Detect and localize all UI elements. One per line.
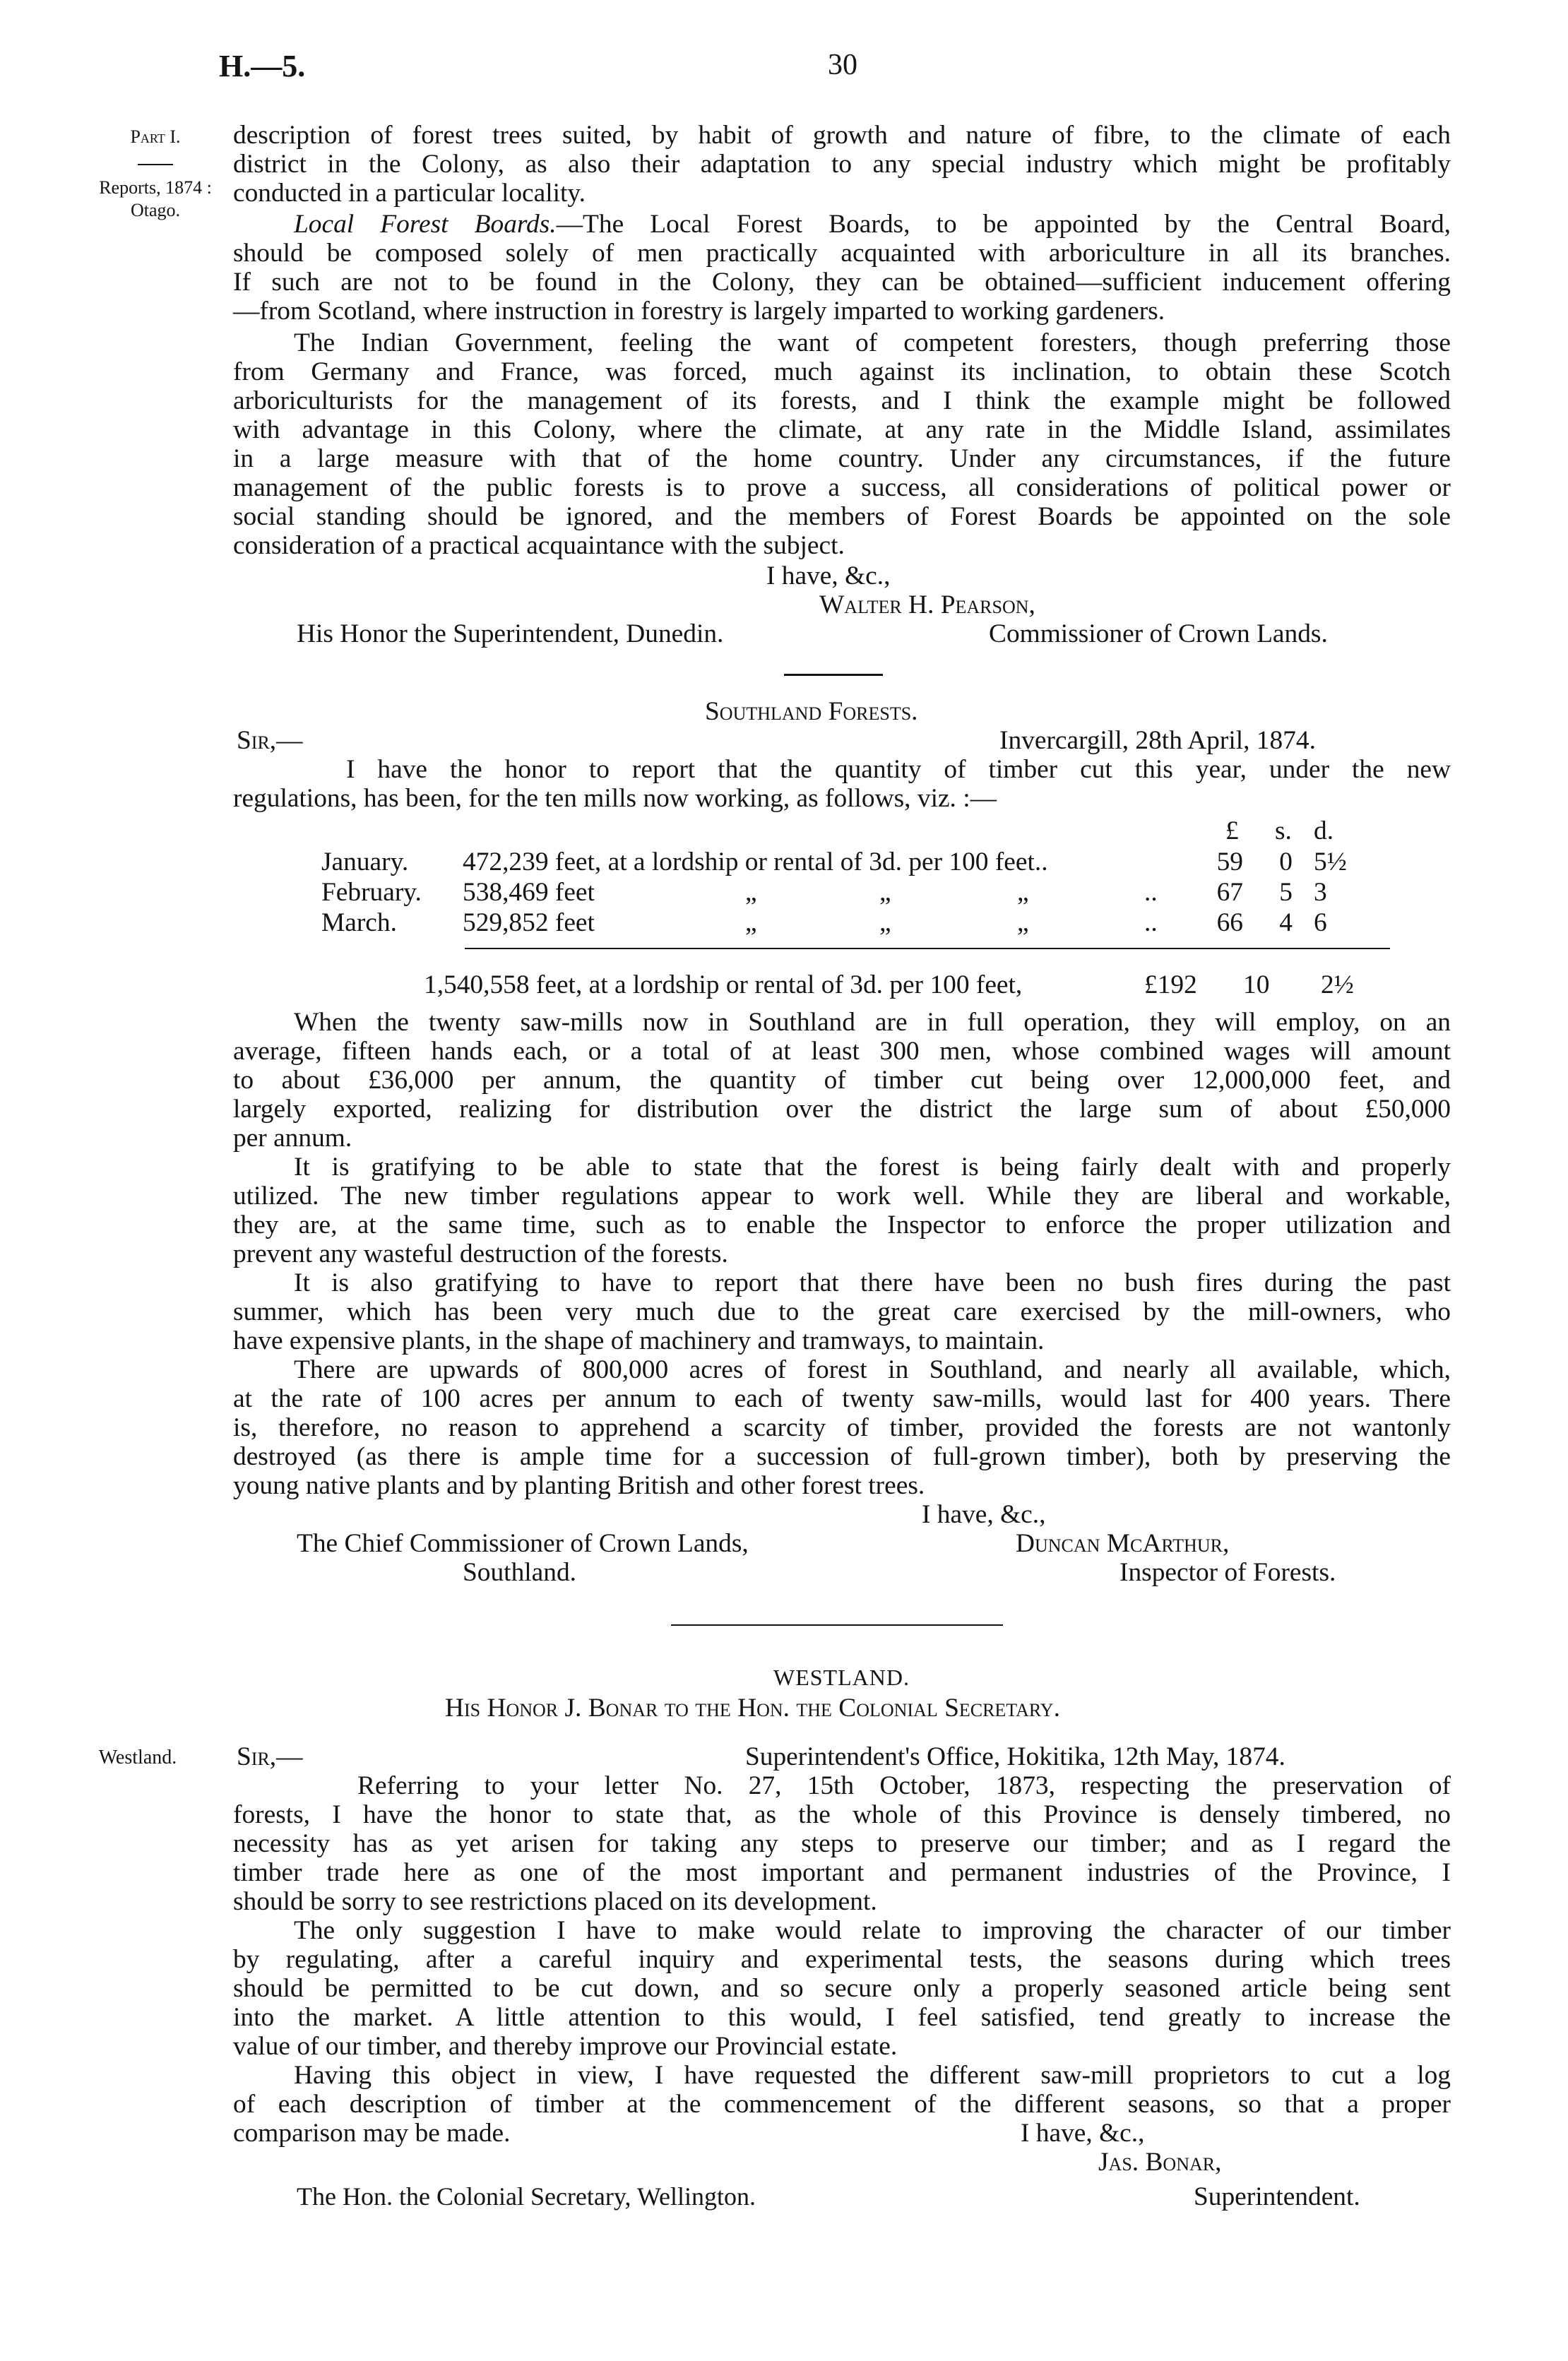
ditto-mark: „ (1017, 878, 1029, 907)
text-line: largely exported, realizing for distribution over the district the large sum of about £50,000 (233, 1095, 1451, 1124)
southland-addressee-line-2: Southland. (463, 1558, 576, 1587)
table-row-feet: 529,852 feet (463, 908, 595, 937)
document-code: H.—5. (219, 49, 306, 83)
text-line: young native plants and by planting British and other forest trees. (233, 1471, 925, 1500)
southland-signer-title: Inspector of Forests. (1119, 1558, 1336, 1587)
currency-header-pence: d. (1314, 816, 1334, 845)
westland-signer-title: Superintendent. (1194, 2182, 1360, 2211)
text-line: social standing should be ignored, and the members of Forest Boards be appointed on the sole (233, 502, 1451, 531)
westland-closing: I have, &c., (1021, 2119, 1145, 2148)
southland-paragraph-3 (233, 1268, 1451, 1355)
westland-paragraph-2 (233, 1916, 1451, 2061)
text-line: comparison may be made. (233, 2119, 511, 2148)
text-line: Having this object in view, I have requested the different saw-mill proprietors to cut a log (294, 2061, 1451, 2090)
westland-place-date: Superintendent's Office, Hokitika, 12th May, 1874. (745, 1742, 1285, 1771)
margin-divider (138, 164, 173, 165)
table-total-line: 1,540,558 feet, at a lordship or rental of 3d. per 100 feet, (424, 970, 1023, 999)
text-line: destroyed (as there is ample time for a succession of full-grown timber), both by preserving the (233, 1442, 1451, 1471)
table-row-shillings: 0 (1279, 848, 1293, 876)
text-line: conducted in a particular locality. (233, 179, 586, 208)
margin-part-label: Part I. (130, 126, 181, 147)
westland-addressee: The Hon. the Colonial Secretary, Wellington. (297, 2182, 756, 2211)
text-line: is, therefore, no reason to apprehend a scarcity of timber, provided the forests are not wantonly (233, 1413, 1451, 1442)
text-line: description of forest trees suited, by habit of growth and nature of fibre, to the climate of each (233, 121, 1451, 150)
otago-paragraph-2 (233, 210, 1451, 326)
southland-title: Southland Forests. (705, 697, 918, 726)
table-row-pence: 6 (1314, 908, 1327, 937)
table-total-rule (465, 948, 1390, 949)
currency-header-pounds: £ (1225, 816, 1239, 845)
text-line: The Indian Government, feeling the want of competent foresters, though preferring those (294, 328, 1451, 357)
text-line: It is gratifying to be able to state that the forest is being fairly dealt with and properly (294, 1153, 1451, 1182)
text-line: There are upwards of 800,000 acres of forest in Southland, and nearly all available, which, (294, 1355, 1451, 1384)
text-line: The only suggestion I have to make would relate to improving the character of our timber (294, 1916, 1451, 1945)
table-total-pence: 2½ (1321, 970, 1354, 999)
westland-salutation: Sir,— (237, 1742, 303, 1771)
text-line: Local Forest Boards.—The Local Forest Boards, to be appointed by the Central Board, (294, 210, 1451, 239)
table-row-pounds: 66 (1216, 908, 1243, 937)
section-divider (671, 1624, 1003, 1626)
table-row-month: March. (321, 908, 397, 937)
text-line: Referring to your letter No. 27, 15th October, 1873, respecting the preservation of (357, 1771, 1451, 1800)
text-line: consideration of a practical acquaintance with the subject. (233, 531, 845, 560)
text-line: If such are not to be found in the Colony, they can be obtained—sufficient inducement offering (233, 268, 1451, 297)
southland-paragraph-1 (233, 1008, 1451, 1153)
text-line: regulations, has been, for the ten mills now working, as follows, viz. :— (233, 784, 997, 813)
text-line: necessity has as yet arisen for taking any steps to preserve our timber; and as I regard the (233, 1829, 1451, 1858)
southland-salutation: Sir,— (237, 726, 303, 755)
currency-header-shillings: s. (1275, 816, 1292, 845)
text-line: with advantage in this Colony, where the climate, at any rate in the Middle Island, assimilates (233, 415, 1451, 444)
text-line: forests, I have the honor to state that, as the whole of this Province is densely timbered, no (233, 1800, 1451, 1829)
text-line: I have the honor to report that the quantity of timber cut this year, under the new (346, 755, 1451, 784)
text-line: should be permitted to be cut down, and so secure only a properly seasoned article being sent (233, 1974, 1451, 2003)
table-total-shillings: 10 (1243, 970, 1270, 999)
table-total-pounds: £192 (1144, 970, 1197, 999)
table-row-feet: 538,469 feet (463, 878, 595, 907)
southland-signer-name: Duncan McArthur, (1016, 1529, 1230, 1558)
ditto-mark: „ (879, 878, 891, 907)
table-row-pence: 3 (1314, 878, 1327, 907)
text-line: It is also gratifying to have to report that there have been no bush fires during the past (294, 1268, 1451, 1297)
ditto-mark: „ (745, 878, 757, 907)
table-row-pounds: 67 (1216, 878, 1243, 907)
text-line: by regulating, after a careful inquiry and experimental tests, the seasons during which trees (233, 1945, 1451, 1974)
margin-reports-label: Reports, 1874 : (99, 177, 212, 198)
page-number: 30 (828, 49, 857, 81)
section-heading: Local Forest Boards. (294, 210, 557, 239)
table-row-pence: 5½ (1314, 848, 1347, 876)
southland-closing: I have, &c., (922, 1500, 1046, 1529)
southland-paragraph-4 (233, 1355, 1451, 1500)
text-line: summer, which has been very much due to the great care exercised by the mill-owners, who (233, 1297, 1451, 1326)
text-line: arboriculturists for the management of its forests, and I think the example might be followed (233, 386, 1451, 415)
westland-subtitle: His Honor J. Bonar to the Hon. the Colonial Secretary. (445, 1694, 1060, 1723)
westland-paragraph-3 (233, 2061, 1451, 2148)
table-row-month: January. (321, 848, 409, 876)
text-line: utilized. The new timber regulations appear to work well. While they are liberal and workable, (233, 1182, 1451, 1211)
ditto-mark: „ (879, 908, 891, 937)
text-line: district in the Colony, as also their adaptation to any special industry which might be profitably (233, 150, 1451, 179)
text-line: from Germany and France, was forced, much against its inclination, to obtain these Scotch (233, 357, 1451, 386)
margin-province-label: Otago. (130, 200, 181, 220)
otago-paragraph-3 (233, 328, 1451, 560)
text-line: management of the public forests is to prove a success, all considerations of political power or (233, 473, 1451, 502)
text-line: should be composed solely of men practically acquainted with arboriculture in all its branches. (233, 239, 1451, 268)
southland-addressee-line-1: The Chief Commissioner of Crown Lands, (297, 1529, 749, 1558)
otago-signer-name: Walter H. Pearson, (819, 590, 1035, 619)
text-line: they are, at the same time, such as to enable the Inspector to enforce the proper utilization and (233, 1211, 1451, 1239)
text-line: into the market. A little attention to this would, I feel satisfied, tend greatly to increase the (233, 2003, 1451, 2032)
southland-paragraph-2 (233, 1153, 1451, 1268)
text-line: per annum. (233, 1124, 352, 1153)
otago-signer-title: Commissioner of Crown Lands. (989, 619, 1328, 648)
text-line: in a large measure with that of the home country. Under any circumstances, if the future (233, 444, 1451, 473)
text-line: at the rate of 100 acres per annum to each of twenty saw-mills, would last for 400 years. There (233, 1384, 1451, 1413)
ditto-mark: „ (745, 908, 757, 937)
text-line: timber trade here as one of the most important and permanent industries of the Province, I (233, 1858, 1451, 1887)
text-line: When the twenty saw-mills now in Southland are in full operation, they will employ, on an (294, 1008, 1451, 1037)
table-row-shillings: 4 (1279, 908, 1293, 937)
text-line: prevent any wasteful destruction of the forests. (233, 1239, 728, 1268)
text-line: to about £36,000 per annum, the quantity of timber cut being over 12,000,000 feet, and (233, 1066, 1451, 1095)
text-line: —from Scotland, where instruction in forestry is largely imparted to working gardeners. (233, 297, 1165, 326)
ditto-mark: „ (1017, 908, 1029, 937)
section-divider (784, 674, 883, 676)
westland-signer-name: Jas. Bonar, (1098, 2148, 1222, 2177)
text-line: should be sorry to see restrictions placed on its development. (233, 1887, 877, 1916)
text-line: of each description of timber at the commencement of the different seasons, so that a proper (233, 2090, 1451, 2119)
leader-dots: .. (1144, 878, 1158, 907)
westland-title: WESTLAND. (773, 1665, 910, 1690)
table-row-shillings: 5 (1279, 878, 1293, 907)
westland-paragraph-1 (233, 1771, 1451, 1916)
southland-intro (233, 755, 1451, 813)
leader-dots: .. (1144, 908, 1158, 937)
otago-closing: I have, &c., (766, 561, 891, 590)
otago-addressee: His Honor the Superintendent, Dunedin. (297, 619, 724, 648)
text-line: average, fifteen hands each, or a total of at least 300 men, whose combined wages will amount (233, 1037, 1451, 1066)
table-row-pounds: 59 (1216, 848, 1243, 876)
text-line: value of our timber, and thereby improve our Provincial estate. (233, 2032, 898, 2061)
southland-place-date: Invercargill, 28th April, 1874. (999, 726, 1316, 755)
table-row-month: February. (321, 878, 422, 907)
margin-westland-label: Westland. (98, 1747, 177, 1768)
text-line: have expensive plants, in the shape of machinery and tramways, to maintain. (233, 1326, 1045, 1355)
otago-paragraph-1 (233, 121, 1451, 208)
table-row-feet: 472,239 feet, at a lordship or rental of 3d. per 100 feet.. (463, 848, 1048, 876)
